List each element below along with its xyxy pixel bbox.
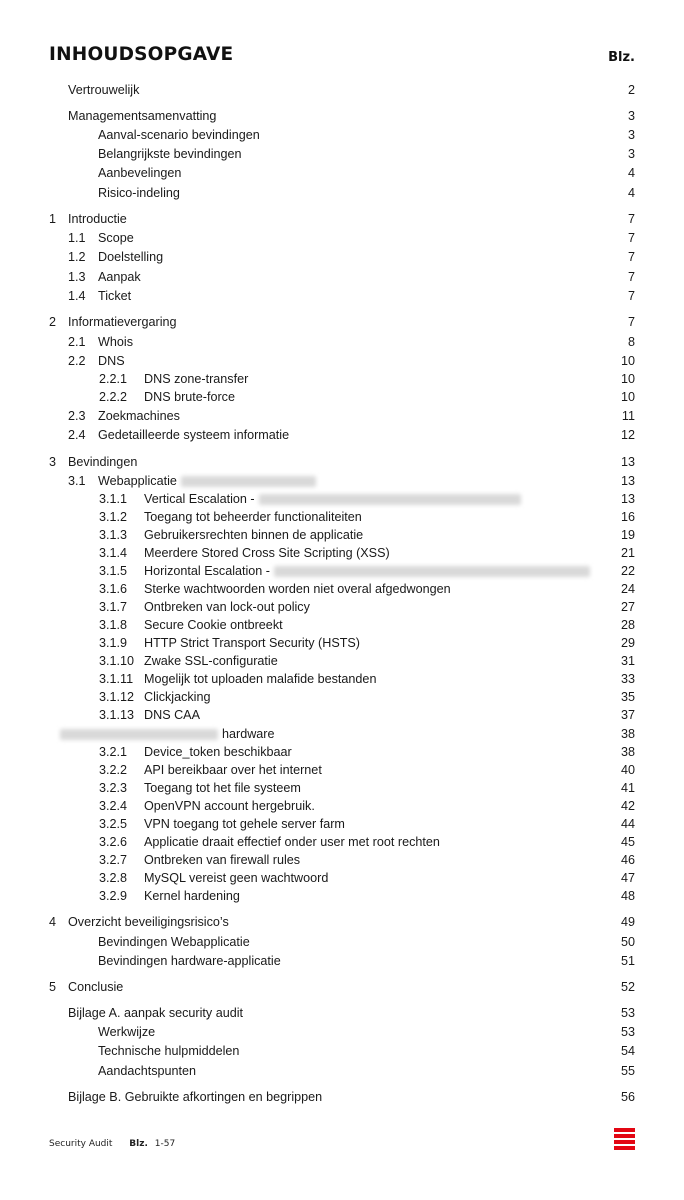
toc-entry-title [98, 229, 134, 247]
toc-entry-title [144, 887, 240, 905]
toc-entry-number: 3.1.6 [99, 582, 128, 596]
toc-entry-title [144, 544, 390, 562]
toc-entry[interactable] [49, 725, 635, 743]
toc-entry[interactable] [49, 887, 635, 905]
toc-entry-title [144, 688, 211, 706]
toc-entry-label: DNS CAA [144, 708, 200, 722]
toc-entry-number: 2.1 [68, 335, 86, 349]
toc-entry-page: 3 [627, 147, 635, 161]
toc-entry-title [144, 706, 200, 724]
toc-entry-title [98, 407, 180, 425]
toc-entry-page: 7 [627, 231, 635, 245]
toc-entry-title [144, 388, 235, 406]
toc-entry[interactable] [49, 1062, 635, 1080]
toc-entry-number: 3.2.3 [99, 781, 128, 795]
toc-entry-number: 3.1.13 [99, 708, 135, 722]
toc-entry-label: Ontbreken van lock-out policy [144, 600, 310, 614]
toc-entry-label: Technische hulpmiddelen [98, 1044, 240, 1058]
toc-entry[interactable] [49, 248, 635, 266]
toc-entry-title [98, 1042, 239, 1060]
toc-entry[interactable] [49, 210, 635, 228]
toc-entry-title [68, 313, 177, 331]
toc-entry[interactable] [49, 490, 635, 508]
toc-entry-page: 46 [620, 853, 635, 867]
toc-entry[interactable] [49, 352, 635, 370]
toc-entry-page: 52 [620, 980, 635, 994]
toc-entry-label: Scope [98, 231, 134, 245]
toc-entry[interactable] [49, 268, 635, 286]
toc-entry[interactable] [49, 670, 635, 688]
toc-entry-page: 2 [627, 83, 635, 97]
toc-entry[interactable] [49, 164, 635, 182]
toc-entry-number: 3.2.4 [99, 799, 128, 813]
toc-entry-label: Zoekmachines [98, 409, 180, 423]
toc-entry-number: 3.2.1 [99, 745, 128, 759]
toc-entry-page: 19 [620, 528, 635, 542]
toc-entry-label: Ontbreken van firewall rules [144, 853, 301, 867]
toc-entry-title [98, 352, 125, 370]
toc-entry-label: Kernel hardening [144, 889, 240, 903]
toc-entry[interactable] [49, 388, 635, 406]
toc-entry[interactable] [49, 145, 635, 163]
toc-entry-title [144, 761, 322, 779]
toc-entry-title [98, 1023, 155, 1041]
toc-entry-number: 3.1.12 [99, 690, 135, 704]
redacted-text [60, 729, 218, 740]
toc-entry[interactable] [49, 688, 635, 706]
toc-entry-title [144, 634, 360, 652]
toc-entry-label: OpenVPN account hergebruik. [144, 799, 315, 813]
toc-entry[interactable] [49, 1042, 635, 1060]
toc-entry[interactable] [49, 580, 635, 598]
toc-entry-page: 21 [620, 546, 635, 560]
toc-entry-page: 54 [620, 1044, 635, 1058]
toc-entry-label: Introductie [68, 212, 127, 226]
toc-entry[interactable] [49, 761, 635, 779]
toc-entry-number: 3.2.6 [99, 835, 128, 849]
toc-entry-label: Managementsamenvatting [68, 109, 217, 123]
toc-entry[interactable] [49, 952, 635, 970]
toc-entry[interactable] [49, 313, 635, 331]
toc-entry[interactable] [49, 833, 635, 851]
toc-entry-title [144, 616, 283, 634]
toc-entry[interactable] [49, 287, 635, 305]
toc-entry-label: Clickjacking [144, 690, 211, 704]
toc-entry-title [98, 145, 242, 163]
toc-entry[interactable] [49, 797, 635, 815]
toc-entry-number: 4 [49, 915, 57, 929]
toc-entry-number: 3.1 [68, 474, 86, 488]
toc-entry[interactable] [49, 453, 635, 471]
toc-entry-label: Zwake SSL-configuratie [144, 654, 278, 668]
toc-entry-page: 35 [620, 690, 635, 704]
toc-entry[interactable] [49, 913, 635, 931]
toc-entry-title [98, 164, 181, 182]
toc-entry-title [144, 370, 248, 388]
toc-entry[interactable] [49, 126, 635, 144]
toc-entry-label: Ticket [98, 289, 132, 303]
toc-entry-label: Device_token beschikbaar [144, 745, 292, 759]
toc-entry-title [144, 598, 310, 616]
toc-entry-number: 3.2.7 [99, 853, 128, 867]
redacted-text [274, 566, 590, 577]
toc-entry-label: Conclusie [68, 980, 124, 994]
toc-entry-title [64, 725, 275, 743]
toc-entry-page: 24 [620, 582, 635, 596]
toc-entry-page: 50 [620, 935, 635, 949]
toc-entry[interactable] [49, 184, 635, 202]
toc-entry-page: 48 [620, 889, 635, 903]
toc-entry-page: 27 [620, 600, 635, 614]
toc-entry-page: 47 [620, 871, 635, 885]
toc-entry-number: 3.2.5 [99, 817, 128, 831]
toc-entry-number: 3.1.5 [99, 564, 128, 578]
toc-entry-title [144, 508, 362, 526]
toc-entry[interactable] [49, 472, 635, 490]
toc-entry-page: 16 [620, 510, 635, 524]
toc-entry-title [98, 184, 180, 202]
toc-entry-number: 3.1.2 [99, 510, 128, 524]
toc-entry[interactable] [49, 426, 635, 444]
toc-entry-label: DNS brute-force [144, 390, 235, 404]
toc-entry-title [68, 210, 127, 228]
toc-entry-page: 7 [627, 270, 635, 284]
toc-entry-page: 10 [620, 354, 635, 368]
toc-entry-number: 2.2 [68, 354, 86, 368]
toc-entry-title [98, 268, 141, 286]
toc-entry-number: 3.2.8 [99, 871, 128, 885]
toc-entry-title [68, 107, 216, 125]
toc-entry-title [144, 580, 451, 598]
toc-entry-title [68, 978, 123, 996]
toc-entry-page: 56 [620, 1090, 635, 1104]
toc-entry-title [144, 815, 345, 833]
toc-entry-title [144, 833, 440, 851]
toc-entry-page: 40 [620, 763, 635, 777]
toc-entry[interactable] [49, 634, 635, 652]
toc-entry-label: Aanpak [98, 270, 141, 284]
toc-entry[interactable] [49, 544, 635, 562]
toc-entry-label: Applicatie draait effectief onder user met root rechten [144, 835, 440, 849]
table-of-contents [49, 0, 635, 1200]
toc-entry-title [68, 1004, 243, 1022]
toc-entry-label: Sterke wachtwoorden worden niet overal afgedwongen [144, 582, 451, 596]
toc-entry[interactable] [49, 333, 635, 351]
toc-entry-number: 2.2.1 [99, 372, 128, 386]
toc-entry-label: Vertical Escalation - [144, 492, 255, 506]
toc-entry-page: 38 [620, 727, 635, 741]
toc-entry[interactable] [49, 743, 635, 761]
toc-entry-title [98, 933, 250, 951]
toc-entry-number: 2.4 [68, 428, 86, 442]
toc-entry-label: Risico-indeling [98, 186, 180, 200]
toc-entry-number: 3.1.10 [99, 654, 135, 668]
footer-document-title: Security Audit [49, 1139, 113, 1149]
toc-entry-page: 49 [620, 915, 635, 929]
toc-entry-title [68, 81, 139, 99]
toc-entry-label: Aandachtspunten [98, 1064, 197, 1078]
toc-entry-page: 10 [620, 372, 635, 386]
toc-entry-number: 2.3 [68, 409, 86, 423]
toc-entry[interactable] [49, 851, 635, 869]
toc-entry-title [144, 779, 301, 797]
toc-entry[interactable] [49, 1088, 635, 1106]
toc-entry-number: 3 [49, 455, 57, 469]
toc-entry[interactable] [49, 598, 635, 616]
toc-entry-number: 1.4 [68, 289, 86, 303]
toc-entry-title [144, 670, 376, 688]
toc-entry-label: Bijlage A. aanpak security audit [68, 1006, 244, 1020]
toc-entry-title [144, 526, 363, 544]
redacted-text [259, 494, 521, 505]
toc-entry-number: 1.1 [68, 231, 86, 245]
toc-entry-title [98, 426, 289, 444]
brand-logo-icon [614, 1128, 635, 1150]
toc-entry-page: 7 [627, 289, 635, 303]
toc-entry-label: Toegang tot beheerder functionaliteiten [144, 510, 362, 524]
toc-entry[interactable] [49, 933, 635, 951]
toc-entry-page: 55 [620, 1064, 635, 1078]
toc-entry-page: 31 [620, 654, 635, 668]
toc-entry-page: 51 [620, 954, 635, 968]
toc-entry-page: 8 [627, 335, 635, 349]
toc-entry-page: 44 [620, 817, 635, 831]
toc-entry-page: 42 [620, 799, 635, 813]
toc-entry-label: hardware [222, 727, 275, 741]
toc-entry-number: 3.1.9 [99, 636, 128, 650]
toc-entry-page: 12 [620, 428, 635, 442]
toc-entry-page: 29 [620, 636, 635, 650]
toc-entry[interactable] [49, 652, 635, 670]
toc-entry-label: Informatievergaring [68, 315, 177, 329]
footer-page-number: 1-57 [154, 1139, 176, 1149]
toc-entry-number: 3.1.1 [99, 492, 128, 506]
toc-entry-title [68, 1088, 322, 1106]
page-footer [49, 1139, 175, 1149]
toc-entry-label: Overzicht beveiligingsrisico’s [68, 915, 229, 929]
toc-entry[interactable] [49, 616, 635, 634]
toc-entry-page: 13 [620, 492, 635, 506]
toc-entry-number: 3.2.2 [99, 763, 128, 777]
page-title: INHOUDSOPGAVE [49, 44, 234, 65]
toc-entry-page: 53 [620, 1006, 635, 1020]
toc-entry-number: 3.2.9 [99, 889, 128, 903]
toc-entry-title [98, 472, 316, 490]
toc-entry-number: 1 [49, 212, 57, 226]
toc-entry-label: Doelstelling [98, 250, 164, 264]
toc-entry-title [144, 851, 300, 869]
toc-entry-page: 4 [627, 186, 635, 200]
toc-entry-title [68, 453, 137, 471]
toc-entry[interactable] [49, 978, 635, 996]
toc-entry-label: Secure Cookie ontbreekt [144, 618, 283, 632]
toc-entry-page: 13 [620, 474, 635, 488]
toc-entry-label: Aanval-scenario bevindingen [98, 128, 260, 142]
toc-entry-title [68, 913, 229, 931]
toc-entry-label: Belangrijkste bevindingen [98, 147, 242, 161]
toc-entry-number: 3.1.8 [99, 618, 128, 632]
toc-entry-title [144, 797, 315, 815]
toc-entry-page: 3 [627, 128, 635, 142]
toc-entry-number: 3.1.4 [99, 546, 128, 560]
toc-entry-page: 13 [620, 455, 635, 469]
toc-entry-page: 41 [620, 781, 635, 795]
toc-entry-page: 22 [620, 564, 635, 578]
toc-entry[interactable] [49, 107, 635, 125]
toc-entry[interactable] [49, 370, 635, 388]
toc-entry-title [98, 333, 133, 351]
toc-entry[interactable] [49, 81, 635, 99]
toc-entry-label: DNS zone-transfer [144, 372, 249, 386]
toc-entry[interactable] [49, 1004, 635, 1022]
toc-entry-label: Meerdere Stored Cross Site Scripting (XSS) [144, 546, 390, 560]
toc-entry-label: Whois [98, 335, 133, 349]
toc-entry-number: 3.1.3 [99, 528, 128, 542]
toc-entry-label: Bijlage B. Gebruikte afkortingen en begrippen [68, 1090, 323, 1104]
toc-entry[interactable] [49, 815, 635, 833]
toc-entry-title [98, 952, 281, 970]
toc-entry[interactable] [49, 508, 635, 526]
toc-entry[interactable] [49, 1023, 635, 1041]
toc-entry-title [98, 287, 131, 305]
toc-entry-label: Bevindingen [68, 455, 138, 469]
toc-entry-title [144, 490, 521, 508]
toc-entry-page: 53 [620, 1025, 635, 1039]
toc-entry-number: 5 [49, 980, 57, 994]
toc-entry-number: 3.1.7 [99, 600, 128, 614]
toc-entry-number: 2.2.2 [99, 390, 128, 404]
toc-entry-number: 2 [49, 315, 57, 329]
toc-entry-label: Aanbevelingen [98, 166, 182, 180]
toc-entry-label: API bereikbaar over het internet [144, 763, 322, 777]
toc-entry-title [144, 562, 590, 580]
toc-entry[interactable] [49, 706, 635, 724]
toc-entry-label: VPN toegang tot gehele server farm [144, 817, 345, 831]
toc-entry-title [144, 652, 278, 670]
toc-entry-page: 7 [627, 212, 635, 226]
toc-entry-page: 7 [627, 315, 635, 329]
toc-entry[interactable] [49, 869, 635, 887]
toc-entry-label: Toegang tot het file systeem [144, 781, 301, 795]
toc-entry-label: MySQL vereist geen wachtwoord [144, 871, 329, 885]
toc-entry-page: 11 [621, 409, 635, 423]
toc-entry-label: Bevindingen hardware-applicatie [98, 954, 281, 968]
toc-entry-page: 37 [620, 708, 635, 722]
toc-entry-label: Gebruikersrechten binnen de applicatie [144, 528, 364, 542]
toc-entry[interactable] [49, 562, 635, 580]
toc-entry-number: 1.2 [68, 250, 86, 264]
toc-entry[interactable] [49, 526, 635, 544]
toc-entry-page: 4 [627, 166, 635, 180]
toc-entry-title [144, 743, 292, 761]
toc-entry-title [144, 869, 328, 887]
toc-entry-label: Webapplicatie [98, 474, 177, 488]
toc-entry-label: Mogelijk tot uploaden malafide bestanden [144, 672, 377, 686]
toc-entry-label: HTTP Strict Transport Security (HSTS) [144, 636, 360, 650]
toc-entry-number: 1.3 [68, 270, 86, 284]
toc-entry-label: Vertrouwelijk [68, 83, 140, 97]
toc-entry-title [98, 248, 163, 266]
toc-entry-number: 3.1.11 [99, 672, 134, 686]
toc-entry-page: 7 [627, 250, 635, 264]
toc-entry-label: Horizontal Escalation - [144, 564, 270, 578]
toc-entry-page: 45 [620, 835, 635, 849]
toc-entry-label: Werkwijze [98, 1025, 156, 1039]
toc-entry-page: 33 [620, 672, 635, 686]
toc-entry[interactable] [49, 229, 635, 247]
toc-entry-page: 28 [620, 618, 635, 632]
toc-entry-title [98, 1062, 196, 1080]
toc-entry-label: DNS [98, 354, 125, 368]
toc-entry-label: Bevindingen Webapplicatie [98, 935, 250, 949]
toc-entry-page: 3 [627, 109, 635, 123]
page-column-heading: Blz. [608, 50, 635, 65]
redacted-text [181, 476, 316, 487]
toc-entry-label: Gedetailleerde systeem informatie [98, 428, 290, 442]
footer-page-label: Blz. [129, 1139, 148, 1149]
toc-entry-title [98, 126, 260, 144]
toc-entry[interactable] [49, 407, 635, 425]
toc-entry-page: 38 [620, 745, 635, 759]
toc-entry[interactable] [49, 779, 635, 797]
toc-entry-page: 10 [620, 390, 635, 404]
